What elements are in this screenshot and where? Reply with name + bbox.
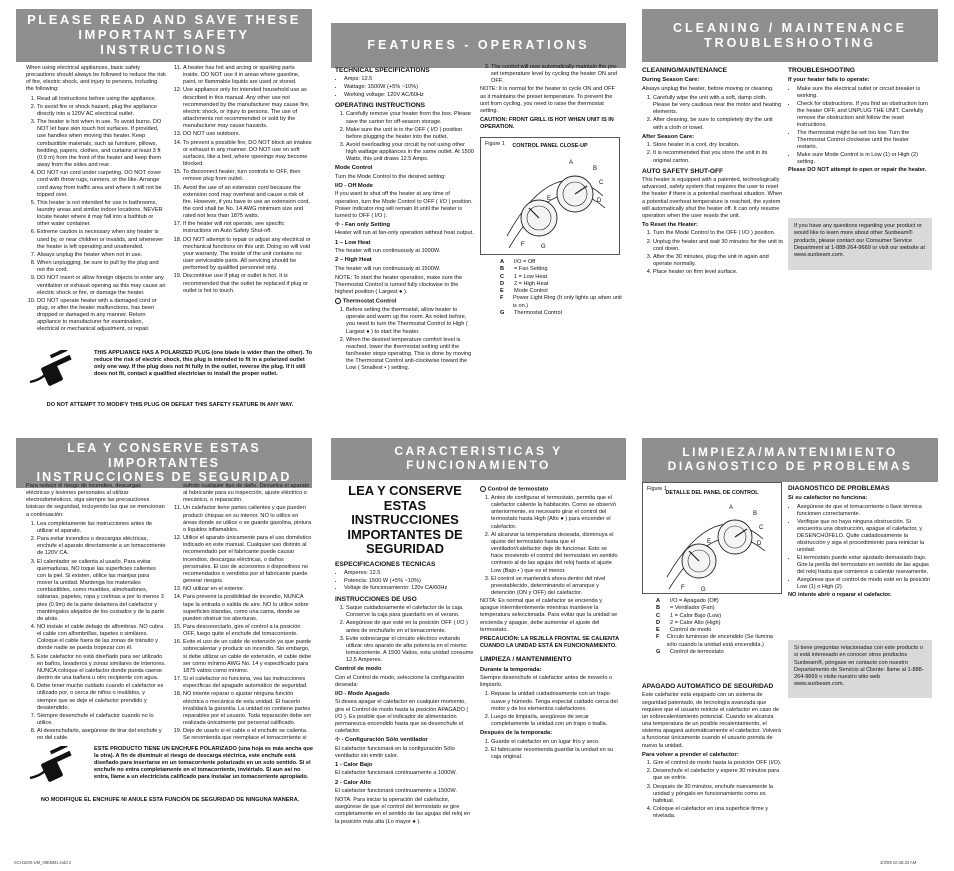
cycle-note: NOTE: It is normal for the heater to cycle ON and OFF as it maintains the preset temperature. To prevent the unit from cycling, you need to raise the thermostat setting. xyxy=(480,86,615,114)
svg-text:A: A xyxy=(729,505,734,511)
es-safety-banner xyxy=(16,438,312,488)
legend-letter: A xyxy=(656,598,661,604)
es-thermostat-heading xyxy=(480,486,620,494)
list-item: 3. After the 30 minutes, plug the unit in again and operate normally. xyxy=(653,254,784,268)
heading-line: INSTRUCCIONES xyxy=(351,512,459,528)
es-features-banner-text: CARACTERISTICAS Y FUNCIONAMIENTO xyxy=(394,444,563,472)
list-item: 4. Place heater on firm level surface. xyxy=(653,269,784,276)
list-item: 6. Debe tener mucho cuidado cuando el calefactor es utilizado por, o cerca de niños o inválidos, y siempre que se deje el calefactor prendido y desatendido. xyxy=(37,683,166,712)
list-item: • Make sure Mode Control is in Low (1) or High (2) setting. xyxy=(797,152,930,166)
legend-letter: B xyxy=(656,605,661,612)
legend-text: Thermostat Control xyxy=(514,309,562,316)
list-item: 4. Coloque el calefactor en una superficie firme y nivelada. xyxy=(653,806,784,820)
es-operating-heading: INSTRUCCIONES DE USO xyxy=(335,595,417,603)
features-banner xyxy=(331,23,626,68)
list-item: 4. NO instale el cable debajo de alfombras. NO cubra el cable con alfombrillas, tapetes o similares. Coloque el cable fuera de las zonas de tránsito y donde nadie se pueda tropezar con él. xyxy=(37,624,166,653)
safety-banner-line2: IMPORTANT SAFETY INSTRUCTIONS xyxy=(78,27,250,57)
es-fan-only-text: El calefactor funcionará en la configuración Sólo ventilador sin emitir calor. xyxy=(335,745,455,759)
safety-list-b xyxy=(172,65,312,295)
high-heat-text: The heater will run continuously at 1500W. xyxy=(335,265,441,272)
es-cycle-note: NOTA: Es normal que el calefactor se encienda y apague intermitentemente mientras mantiene la temperatura seleccionada. Para evitar que la unidad se encienda y apague, debe aumentar el ajuste del termostato. xyxy=(480,598,618,633)
thermostat-icon: ◦ xyxy=(335,298,341,304)
list-item: 1. Carefully wipe the unit with a soft, damp cloth. Please be very cautious near the motor and heating elements. xyxy=(653,95,784,116)
legend-text: Power Light Ring (It only lights up when unit is on.) xyxy=(512,295,622,309)
after-season-heading: After Season Care: xyxy=(642,133,695,140)
list-item: 15. To disconnect heater, turn controls to OFF, then remove plug from outlet. xyxy=(183,169,312,183)
list-item: • The thermostat might be set too low. Turn the Thermostat Control clockwise until the heater restarts. xyxy=(797,130,930,151)
es-tech-specs-list xyxy=(335,570,475,592)
es-control-panel-figure xyxy=(642,482,782,594)
figure-title: CONTROL PANEL CLOSE-UP xyxy=(512,143,588,149)
legend-item xyxy=(500,295,622,310)
list-item: 1. Gire el control de modo hasta la posición OFF (I/O). xyxy=(653,760,784,767)
legend-item xyxy=(656,613,784,620)
es-thermostat-list xyxy=(480,495,620,597)
list-item: 1. Store heater in a cool, dry location. xyxy=(653,142,784,149)
es-tech-specs-heading: ESPECIFICACIONES TECNICAS xyxy=(335,560,436,568)
figure-label: Figure 1 xyxy=(647,486,667,492)
es-troubleshooting-list xyxy=(788,504,932,591)
tech-specs-heading: TECHNICAL SPECIFICATIONS xyxy=(335,67,430,74)
legend-text: Control de termostato xyxy=(670,648,724,655)
off-mode-text: If you want to shut off the heater at any time of operation, turn the Mode Control to OFF ( I/O ) position. Power indicator ring will remain lit until the heater is turned to OFF ( I/O ). xyxy=(335,191,473,219)
legend-letter: D xyxy=(500,280,505,287)
list-item: 9. DO NOT insert or allow foreign objects to enter any ventilation or exhaust opening as this may cause an electric shock or fire, or damage the heater. xyxy=(37,275,166,296)
es-during-season-heading: Durante la temporada: xyxy=(480,666,542,673)
control-knobs-illustration xyxy=(499,156,609,252)
list-item: • Potencia: 1500 W (+5% ~10%) xyxy=(344,578,475,585)
svg-text:D: D xyxy=(597,198,602,204)
es-fan-only-heading-text: Configuración Sólo ventilador xyxy=(345,737,428,744)
legend-item xyxy=(656,634,784,649)
list-item: 18. NO intente reparar o ajustar ninguna función eléctrica o mecánica de esta unidad. El hacerlo invalidará la garantía. La unidad no contiene partes reparables por el usuario. Toda reparación debe ser realizada únicamente por personal calificado. xyxy=(183,691,312,727)
list-item: 19. Discontinue use if plug or outlet is hot. It is recommended that the outlet be replaced if plug or outlet is hot to touch. xyxy=(183,273,312,294)
es-off-mode-heading: I/O - Modo Apagado xyxy=(335,691,390,698)
grill-caution: CAUTION: FRONT GRILL IS HOT WHEN UNIT IS IN OPERATION. xyxy=(480,117,614,131)
legend-item xyxy=(656,649,784,656)
thermostat-heading-text: Thermostat Control xyxy=(342,298,397,305)
file-slug: SCH1500-UM_09EBM1.indd 2 xyxy=(14,860,72,865)
es-features-column-1 xyxy=(335,482,475,842)
list-item: 16. Evite el uso de un cable de extensión ya que puede sobrecalentar y producir un incendio. Sin embargo, si debe utilizar un cable de extensión, el cable debe ser como mínimo AWG No. 14 y especificado para 1875 vatios como mínimo. xyxy=(183,639,312,675)
es-safety-list-a xyxy=(26,521,166,741)
es-safety-intro: Para reducir el riesgo de incendios, descargas eléctricas y lesiones personales al utilizar electrodomésticos, siga siempre las precauciones básicas de seguridad, incluyendo las que se mencionan a continuación: xyxy=(26,483,165,518)
legend-text: Círculo luminoso de encendido (Se ilumina sólo cuando la unidad está encendida.) xyxy=(666,634,773,648)
operating-list xyxy=(335,111,475,163)
high-heat-heading: 2 – High Heat xyxy=(335,257,372,264)
features-column-1 xyxy=(335,64,475,419)
es-control-legend xyxy=(656,598,784,670)
es-polarized-plug-text: ESTE PRODUCTO TIENE UN ENCHUFE POLARIZADO (una hoja es más ancha que la otra). A fin de disminuir el riesgo de descarga eléctrica, este enchufe está diseñado para insertarse en un tomacorriente polarizado en un solo sentido. Si el enchufe no entra completamente en el tomacorriente, inviértalo. Si aun así no entra, llame a un electricista calificado para instalar un tomacorriente apropiado. xyxy=(94,746,314,780)
list-item: 5. This heater is not intended for use in bathrooms, laundry areas and similar indoor locations. NEVER locate heater where it may fall into a bathtub or other water container. xyxy=(37,200,166,229)
es-safety-column-2 xyxy=(172,483,312,741)
list-item: 3. Avoid overloading your circuit by not using other high wattage appliances in the same outlet. At 1500 Watts, this unit draws 12.5 Amps. xyxy=(346,142,475,163)
es-troubleshooting-question: Si su calefactor no funciona: xyxy=(788,495,868,502)
es-cleaning-banner-line2: DIAGNOSTICO DE PROBLEMAS xyxy=(667,459,913,473)
list-item: 1. Antes de configurar el termostato, permita que el calefactor caliente la habitación. Como se observó anteriormente, es necesario girar el control del termostato hasta High (Alto ● ) para encender el calefactor. xyxy=(491,495,620,531)
safety-banner xyxy=(16,9,312,62)
list-item: 17. If the heater will not operate, see specific instructions on Auto Safety Shut-off. xyxy=(183,221,312,235)
fan-only-heading-text: Fan only Setting xyxy=(345,222,391,229)
after-season-list xyxy=(642,142,784,164)
list-item: • Asegúrese que el control de modo esté en la posición Low (1) o High (2). xyxy=(797,577,932,591)
legend-text: 1 = Low Heat xyxy=(514,273,548,280)
list-item: 1. Turn the Mode Control to the OFF ( I/O ) position. xyxy=(653,230,784,237)
list-item: • Verifique que no haya ninguna obstrucción. Si encuentra una obstrucción, apague el calefactor, y DESENCHÚFELO. Quite cuidadosamente la obstrucción y siga el procedimiento para reiniciar la unidad. xyxy=(797,519,932,555)
es-safety-banner-line1: LEA Y CONSERVE ESTAS IMPORTANTES xyxy=(67,441,261,470)
list-item: 2. Al alcanzar la temperatura deseada, disminuya el ajuste del termostato hasta que el ventilador/calefactor deje de funcionar. Esto se hace moviendo el control del termostato en sentido contrario al de las agujas del reloj hasta el ajuste Low (Bajo • ) que es el menor. xyxy=(491,532,620,575)
legend-item xyxy=(500,288,622,295)
es-reset-heading: Para volver a prender el calefactor: xyxy=(642,751,739,758)
fan-icon: ✣ - xyxy=(335,222,346,229)
list-item: • Working voltage: 120V AC/60Hz xyxy=(344,92,475,99)
list-item: 11. A heater has hot and arcing or sparking parts inside. DO NOT use it in areas where gasoline, paint, or flammable liquids are used or stored. xyxy=(183,65,312,86)
troubleshooting-question: If your heater fails to operate: xyxy=(788,77,870,84)
legend-item xyxy=(656,620,784,627)
list-item: 12. Use appliance only for intended household use as described in this manual. Any other use not recommended by the manufacturer may cause fire, electric shock, or injury to persons. The use of attachments not recommended or sold by the manufacturer may cause hazards. xyxy=(183,87,312,130)
legend-letter: G xyxy=(500,309,505,316)
list-item: 3. The heater is hot when in use. To avoid burns, DO NOT let bare skin touch hot surfaces. If provided, use handles when moving this heater. Keep combustible materials, such as furniture, pillows, bedding, papers, clothes, and curtains at least 3 ft (0.9 m) from the front of the heater and keep them away from the sides and rear. xyxy=(37,119,166,169)
auto-shutoff-heading: AUTO SAFETY SHUT-OFF xyxy=(642,167,724,175)
thermostat-icon: ◦ xyxy=(480,486,486,492)
list-item: • Check for obstructions. If you find an obstruction turn the heater OFF, and UNPLUG THE UNIT. Carefully remove the obstruction and follow the reset instructions. xyxy=(797,101,930,130)
es-mode-control-heading: Control de modo xyxy=(335,666,382,673)
list-item: • Voltaje de funcionamiento: 120v CA/60Hz xyxy=(344,585,475,592)
es-polarized-plug-notice xyxy=(26,746,314,838)
es-low-heat-text: El calefactor funcionará continuamente a 1000W. xyxy=(335,770,457,777)
list-item: 2. Para evitar incendios o descargas eléctricas, enchufe el aparato directamente a un tomacorriente de 120V CA. xyxy=(37,536,166,557)
list-item: 2. Asegúrese de que esté en la posición OFF ( I/O ) antes de enchufarlo en el tomacorriente. xyxy=(346,620,475,634)
heading-line: LEA Y CONSERVE ESTAS xyxy=(348,483,462,513)
list-item: 8. Al desenchufarlo, asegúrese de tirar del enchufe y no del cable. xyxy=(37,728,166,741)
es-reset-list xyxy=(642,760,784,820)
es-high-heat-heading: 2 - Calor Alto xyxy=(335,779,371,786)
es-save-instructions-heading xyxy=(335,484,475,557)
legend-text: 2 = Calor Alto (High) xyxy=(670,619,721,626)
list-item: 8. When unplugging, be sure to pull by the plug and not the cord. xyxy=(37,260,166,274)
auto-shutoff-text: This heater is equipped with a patented, technologically advanced, safety system that requires the user to reset the heater if there is a potential overheat situation. When a potential overheat temperature is reached, the system will automatically shut the heater off. It can only resume operation when the user resets the unit. xyxy=(642,177,783,219)
list-item: 17. Si el calefactor no funciona, vea las instrucciones específicas del apagado automático de seguridad. xyxy=(183,676,312,690)
do-not-repair-note: Please DO NOT attempt to open or repair the heater. xyxy=(788,166,927,173)
fan-icon: ✣ - xyxy=(335,737,346,744)
legend-letter: F xyxy=(500,295,504,302)
safety-column-2 xyxy=(172,65,312,295)
troubleshooting-list xyxy=(788,86,930,166)
es-during-season-text: Siempre desenchufe el calefactor antes de moverlo o limpiarlo. xyxy=(480,675,613,689)
troubleshooting-heading: TROUBLESHOOTING xyxy=(788,67,856,74)
list-item: 7. Siempre desenchufe el calefactor cuando no lo utilice. xyxy=(37,713,166,727)
list-item: 3. El control se mantendrá ahora dentro del nivel preestablecido, determinando el arranque y detención (ON y OFF) del calefactor. xyxy=(491,576,620,597)
es-off-mode-text: Si desea apagar el calefactor en cualquier momento, gire el Control de modo hasta la posición APAGADO ( I/O ). Es posible que el indicador de alimentación permanezca encendido hasta que se desenchufe el calefactor. xyxy=(335,699,469,735)
es-thermostat-note: NOTA: Para iniciar la operación del calefactor, asegúrese de que el control del termostato se gire completamente en el sentido de las agujas del reloj en la posición más alta (Lo mayor ● ). xyxy=(335,797,470,825)
legend-item xyxy=(500,310,622,317)
list-item: 7. Always unplug the heater when not in use. xyxy=(37,252,166,259)
list-item: 1. Repase la unidad cuidadosamente con un trapo suave y húmedo. Tenga especial cuidado cerca del motor y de los elementos calefactores. xyxy=(491,691,620,712)
es-do-not-repair-note: NO intente abrir o reparar el calefactor. xyxy=(788,591,892,598)
list-item: 1. Saque cuidadosamente el calefactor de la caja. Conserve la caja para guardarlo en el verano. xyxy=(346,605,475,619)
control-panel-figure xyxy=(480,137,620,255)
figure-title: DETALLE DEL PANEL DE CONTROL xyxy=(665,490,759,496)
list-item: 16. Avoid the use of an extension cord because the extension cord may overheat and cause a risk of fire. However, if you have to use an extension cord, the cord shall be No. 14 AWG minimum size and rated not less than 1875 watts. xyxy=(183,185,312,221)
svg-text:C: C xyxy=(599,180,604,186)
legend-text: I/O = Apagado (Off) xyxy=(670,598,719,604)
es-safety-list-b2 xyxy=(172,505,312,741)
list-item: 2. When the desired temperature comfort level is reached, lower the thermostat setting until the fan/heater stops operating. This is done by moving the Thermostat Control anti-clockwise toward the Low ( Smallest • ) setting. xyxy=(346,337,475,373)
legend-item xyxy=(500,266,622,273)
cleaning-banner-line1: CLEANING / MAINTENANCE xyxy=(672,21,908,36)
es-high-heat-text: El calefactor funcionará continuamente a 1500W. xyxy=(335,787,457,794)
list-item: 2. Unplug the heater and wait 30 minutes for the unit to cool down. xyxy=(653,239,784,253)
svg-text:E: E xyxy=(707,539,712,545)
legend-item xyxy=(656,627,784,634)
es-auto-shutoff-text: Este calefactor está equipado con un sistema de seguridad patentado, de tecnología avanzada que requiere que el usuario reinicie el calefactor en caso de un sobrecalentamiento potencial. Cuando se alcanza una temperatura de un posible recalentamiento, el sistema apagará automáticamente el calefactor. Volverá a funcionar únicamente cuando el usuario prenda de nuevo la unidad. xyxy=(642,692,781,749)
consumer-service-box xyxy=(788,218,932,270)
legend-text: 1 = Calor Bajo (Low) xyxy=(670,612,722,619)
mode-control-text: Turn the Mode Control to the desired setting: xyxy=(335,173,446,180)
es-safety-column-1 xyxy=(26,483,166,741)
list-item: 12. Utilice el aparato únicamente para el uso doméstico indicado en este manual. Cualquier uso distinto al recomendado por el fabricante puede causar incendios, descargas eléctricas, o daños personales. El uso de accesorios o dispositivos no recomendados o vendidos por el fabricante puede generar riesgos. xyxy=(183,535,312,585)
low-heat-heading: 1 – Low Heat xyxy=(335,239,371,246)
es-consumer-service-box xyxy=(788,640,932,698)
list-item: 19. Deje de usarlo si el cable o el enchufe se calienta. Se recomienda que reemplace el tomacorriente si xyxy=(183,728,312,741)
list-item: 2. It is recommended that you store the unit in its original carton. xyxy=(653,150,784,164)
svg-text:B: B xyxy=(593,166,598,172)
svg-text:G: G xyxy=(541,244,546,250)
legend-text: = Fan Setting xyxy=(514,266,548,273)
es-low-heat-heading: 1 - Calor Bajo xyxy=(335,761,373,768)
list-item: 10. DO NOT operate heater with a damaged cord or plug, or after the heater malfunctions, has been dropped or damaged in any manner. Return appliance to manufacturer for examination, electrical or mechanical adjustment, or repair. xyxy=(37,298,166,334)
print-timestamp: 3/3/09 10:36:33 AM xyxy=(880,860,917,865)
control-legend xyxy=(500,259,622,325)
legend-item xyxy=(656,605,784,612)
list-item: 3. Después de 30 minutos, enchufe nuevamente la unidad y póngalo en funcionamiento como es habitual. xyxy=(653,784,784,805)
legend-letter: A xyxy=(500,259,505,265)
heading-line: SEGURIDAD xyxy=(365,541,444,557)
polarized-plug-icon xyxy=(26,746,88,794)
list-item: 14. Para prevenir la posibilidad de incendio, NUNCA tape la entrada o salida de aire. NO lo utilice sobre superficies blandas, como una cama, donde se pueden obstruir los aberturas. xyxy=(183,594,312,623)
thermostat-heading xyxy=(335,298,475,306)
features-banner-text: FEATURES - OPERATIONS xyxy=(367,38,590,53)
legend-text: I/O = Off xyxy=(514,259,536,265)
legend-text: Control de modo xyxy=(670,627,712,634)
thermostat-list xyxy=(335,307,475,372)
list-item: 1. Carefully remove your heater from the box. Please save the carton for off-season storage. xyxy=(346,111,475,125)
fan-only-heading xyxy=(335,222,475,229)
list-item: • Amps: 12.5 xyxy=(344,76,475,83)
es-cleaning-banner xyxy=(642,438,938,482)
features-column-2-text xyxy=(480,64,620,132)
list-item: 2. To avoid fire or shock hazard, plug the appliance directly into a 120V AC electrical outlet. xyxy=(37,104,166,118)
list-item: 3. Evite sobrecargar el circuito eléctrico evitando utilizar otro aparato de alta potencia en el mismo tomacorriente. A 1500 Vatios, esta unidad consume 12,5 Amperes. xyxy=(346,636,475,665)
list-item: 2. Luego de limpiarla, asegúrese de secar completamente la unidad con un trapo o toalla. xyxy=(491,714,620,728)
svg-text:F: F xyxy=(681,585,685,591)
es-during-season-list xyxy=(480,691,620,728)
es-troubleshooting-column xyxy=(788,482,932,614)
cleaning-column-1 xyxy=(642,64,784,304)
legend-item xyxy=(500,281,622,288)
legend-item xyxy=(656,598,784,605)
legend-letter: D xyxy=(656,619,661,626)
heading-line: IMPORTANTES DE xyxy=(347,526,463,542)
es-grill-caution: PRECAUCIÓN: LA REJILLA FRONTAL SE CALIENTA CUANDO LA UNIDAD ESTÁ EN FUNCIONAMIENTO. xyxy=(480,635,619,650)
es-after-season-heading: Después de la temporada: xyxy=(480,730,553,737)
es-troubleshooting-heading: DIAGNOSTICO DE PROBLEMAS xyxy=(788,485,890,492)
svg-text:F: F xyxy=(521,242,525,248)
troubleshooting-column xyxy=(788,64,930,182)
tech-specs-list xyxy=(335,76,475,98)
svg-text:G: G xyxy=(701,587,706,593)
list-item: 15. Para desconectarlo, gire el control a la posición OFF, luego quite el enchufe del tomacorriente. xyxy=(183,624,312,638)
safety-banner-line1: PLEASE READ AND SAVE THESE xyxy=(27,12,301,28)
off-mode-heading: I/O - Off Mode xyxy=(335,183,373,189)
es-auto-shutoff-heading: APAGADO AUTOMATICO DE SEGURIDAD xyxy=(642,683,774,690)
es-auto-shutoff-column xyxy=(642,680,784,842)
polarized-plug-icon xyxy=(26,350,88,398)
during-season-list xyxy=(642,95,784,132)
thermostat-note: NOTE: To start the heater operation, make sure the Thermostat Control is turned fully clockwise to the highest position ( Largest ● ). xyxy=(335,274,463,296)
list-item: 1. Read all instructions before using the appliance. xyxy=(37,96,166,103)
es-fan-only-heading xyxy=(335,737,475,744)
es-thermostat-heading-text: Control de termostato xyxy=(487,486,549,493)
during-season-text: Always unplug the heater, before moving or cleaning. xyxy=(642,85,774,92)
list-item: • Amperes: 12.5 xyxy=(344,570,475,577)
figure-label: Figure 1 xyxy=(485,141,505,147)
operating-heading: OPERATING INSTRUCTIONS xyxy=(335,101,425,109)
fan-only-text: Heater will run at fan-only operation without heat output. xyxy=(335,230,474,237)
safety-list-a xyxy=(26,96,166,334)
thermostat-list-cont xyxy=(480,64,620,85)
list-item: 2. Desenchufe el calefactor y espere 30 minutos para que se enfríe. xyxy=(653,768,784,782)
list-item: • Asegúrese de que el tomacorriente o llave térmica funcionen correctamente. xyxy=(797,504,932,518)
reset-heading: To Reset the Heater: xyxy=(642,222,698,229)
list-item: 3. El calentador se calienta al usarlo. Para evitar quemaduras, NO toque las superficies calientes con la piel. Si existen, utilice las manijas para mover la unidad. Mantenga los materiales combustibles, como muebles, almohadones, sábanas, papeles, ropa y cortinas a por lo menos 3 pies (0.9m) de la parte delantera del calefactor y manténgalos alejados de los costados y de la parte de atrás. xyxy=(37,559,166,623)
list-item: 2. Make sure the unit is in the OFF ( I/O ) position before plugging the heater into the outlet. xyxy=(346,127,475,141)
legend-letter: G xyxy=(656,648,661,655)
list-item: 1. Lea completamente las instrucciones antes de utilizar el aparato. xyxy=(37,521,166,535)
es-cleaning-heading: LIMPIEZA / MANTENIMIENTO xyxy=(480,656,572,664)
list-item: 18. DO NOT attempt to repair or adjust any electrical or mechanical functions on this unit. Doing so will void your warranty. The inside of the unit contains no user serviceable parts. All servicing should be performed by qualified personnel only. xyxy=(183,237,312,273)
es-cleaning-banner-line1: LIMPIEZA/MANTENIMIENTO xyxy=(682,445,898,460)
list-item: 1. Before setting the thermostat, allow heater to operate and warm up the room. As noted before, you need to turn the Thermostat Control to High ( Largest ● ) to start the heater. xyxy=(346,307,475,336)
safety-column-1 xyxy=(26,65,166,345)
es-mode-control-text: Con el Control de modo, seleccione la configuración deseada: xyxy=(335,674,465,688)
es-features-column-2 xyxy=(480,484,620,842)
list-item: • Make sure the electrical outlet or circuit breaker is working. xyxy=(797,86,930,100)
low-heat-text: The heater will run continuously at 1000W. xyxy=(335,248,441,254)
plug-warning: DO NOT ATTEMPT TO MODIFY THIS PLUG OR DEFEAT THIS SAFETY FEATURE IN ANY WAY. xyxy=(46,402,294,408)
legend-letter: E xyxy=(656,627,660,634)
mode-control-heading: Mode Control xyxy=(335,165,373,172)
list-item: 2. El fabricante recomienda guardar la unidad en su caja original. xyxy=(491,747,620,761)
svg-text:E: E xyxy=(547,196,552,202)
safety-intro: When using electrical appliances, basic safety precautions should always be followed to reduce the risk of fire, electric shock, and injury to persons, including the following: xyxy=(26,65,166,93)
control-knobs-illustration xyxy=(659,501,769,593)
es-after-season-list xyxy=(480,739,620,761)
list-item: • Wattage: 1500W (+5% ~10%) xyxy=(344,84,475,91)
list-item: 4. DO NOT run cord under carpeting. DO NOT cover cord with throw rugs, runners, or the like. Arrange cord away from traffic area and where it will not be tripped over. xyxy=(37,170,166,199)
list-item: 14. To prevent a possible fire, DO NOT block air intakes or exhaust in any manner. DO NOT use on soft surfaces, like a bed, where openings may become blocked. xyxy=(183,140,312,169)
legend-letter: C xyxy=(500,273,505,280)
svg-text:C: C xyxy=(759,525,764,531)
legend-item xyxy=(500,259,622,266)
list-item: 3. The control will now automatically maintain the pre-set temperature level by cycling the heater ON and OFF. xyxy=(491,64,620,85)
cleaning-heading: CLEANING/MAINTENANCE xyxy=(642,67,727,74)
es-consumer-service-text: Si tiene preguntas relacionadas con este producto o si está interesado en conocer otros productos Sunbeam®, póngase en contacto con nuestro Departamento de Servicio al Cliente: llame al 1-888-264-9669 o visite nuestro sitio web www.sunbeam.com. xyxy=(794,645,924,688)
polarized-plug-notice xyxy=(26,350,314,416)
polarized-plug-text: THIS APPLIANCE HAS A POLARIZED PLUG (one blade is wider than the other). To reduce the risk of electric shock, this plug is intended to fit in a polarized outlet only one way. If the plug does not fit fully in the outlet, reverse the plug. If it still does not fit, contact a qualified electrician to install the proper outlet. xyxy=(94,350,313,377)
svg-text:B: B xyxy=(753,511,758,517)
legend-letter: E xyxy=(500,288,504,295)
list-item: sufrido cualquier tipo de daño. Devuelva el aparato al fabricante para su inspección, ajuste eléctrico o mecánico, o reparación. xyxy=(183,483,310,504)
legend-letter: F xyxy=(656,634,660,641)
list-item: 5. Este calefactor no está diseñado para ser utilizado en baños, lavaderos y zonas similares de interiores. NUNCA coloque el calefactor donde pueda caerse dentro de una bañera u otro recipiente con agua. xyxy=(37,654,166,683)
cleaning-banner xyxy=(642,9,938,62)
legend-letter: C xyxy=(656,612,661,619)
svg-text:D: D xyxy=(757,541,762,547)
list-item: 1. Guarde el calefactor en un lugar frío y seco. xyxy=(491,739,620,746)
list-item: 6. Extreme caution is necessary when any heater is used by, or near children or invalids, and whenever the heater is left operating and unattended. xyxy=(37,229,166,250)
consumer-service-text: If you have any questions regarding your product or would like to learn more about other Sunbeam® products, please contact our Consumer Service Department at 1-888-264-9669 or visit our website at www.sunbeam.com. xyxy=(794,223,925,259)
es-features-banner xyxy=(331,438,626,480)
legend-letter: B xyxy=(500,266,505,273)
cleaning-banner-line2: TROUBLESHOOTING xyxy=(703,35,877,50)
list-item: 13. DO NOT use outdoors. xyxy=(183,131,312,138)
list-item: 11. Un calefactor tiene partes calientes y que pueden producir chispas en su interior. NO lo utilice en áreas donde se utilice o se guarde gasolina, pintura o líquidos inflamables. xyxy=(183,505,312,534)
during-season-heading: During Season Care: xyxy=(642,77,700,84)
legend-item xyxy=(500,274,622,281)
es-plug-warning: NO MODIFIQUE EL ENCHUFE NI ANULE ESTA FUNCIÓN DE SEGURIDAD DE NINGUNA MANERA. xyxy=(40,797,300,803)
list-item: 13. NO utilizar en el exterior. xyxy=(183,586,312,593)
es-safety-banner-line2: INSTRUCCIONES DE SEGURIDAD xyxy=(36,470,292,485)
list-item: • El termostato puede estar ajustado demasiado bajo. Gire la perilla del termostato en sentido de las agujas del reloj hasta que comience a calentar nuevamente. xyxy=(797,555,932,576)
legend-text: = Ventilador (Fan) xyxy=(670,605,715,612)
legend-text: Mode Control xyxy=(514,288,548,295)
legend-text: 2 = High Heat xyxy=(514,280,549,287)
es-operating-list xyxy=(335,605,475,664)
list-item: 2. After cleaning, be sure to completely dry the unit with a cloth or towel. xyxy=(653,117,784,131)
reset-list xyxy=(642,230,784,276)
es-safety-list-b xyxy=(172,483,312,504)
svg-text:A: A xyxy=(569,160,574,166)
